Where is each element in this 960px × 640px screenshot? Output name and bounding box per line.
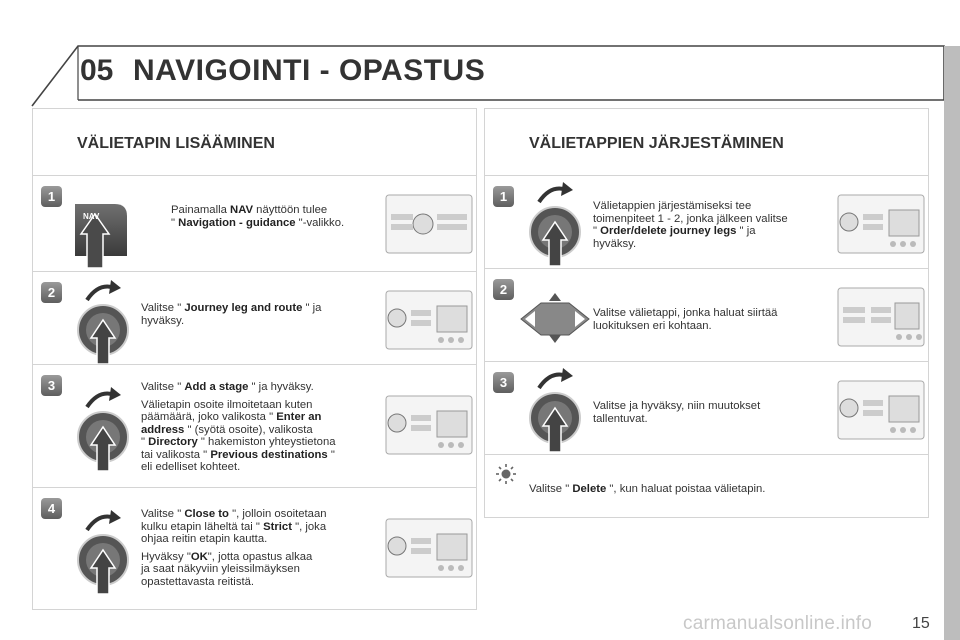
text-span: tai valikosta " [141,448,211,461]
radio-unit-icon [385,395,473,455]
text-bold: Journey leg and route [184,302,303,314]
page-header [0,0,960,108]
text-span: " hakemiston yhteystietona [197,436,336,448]
text-span: Valitse " [141,302,185,314]
text-span: opastettavasta reitistä. [141,575,255,588]
text-span: Välietappien järjestämiseksi tee [593,200,752,212]
delete-note-text [529,483,909,496]
order-2-text [593,307,833,332]
watermark: carmanualsonline.info [683,613,873,634]
step-row-2 [33,272,476,365]
text-span: Valitse " [141,508,185,520]
step-3-text [141,381,381,479]
step-4-text [141,508,381,593]
order-row-3 [485,362,928,455]
nav-button-icon [75,186,135,268]
text-bold: Close to [184,508,229,520]
radio-unit-icon [837,380,925,440]
text-span: tallentuvat. [593,412,648,425]
step-badge: 4 [41,498,62,519]
text-span: ", kun haluat poistaa välietapin. [606,483,766,495]
step-badge: 2 [493,279,514,300]
page-number: 15 [912,615,930,632]
text-span: " (syötä osoite), valikosta [184,423,313,436]
radio-unit-icon [385,290,473,350]
radio-unit-icon [385,518,473,578]
direction-pad-icon [515,289,595,343]
right-panel-header [485,109,928,176]
text-bold: address [141,423,185,436]
text-span: hyväksy. [141,314,185,327]
text-span: Hyväksy " [141,550,191,563]
text-span: Välietapin osoite ilmoitetaan kuten [141,398,313,411]
nav-label: NAV [83,212,100,221]
radio-unit-icon [837,287,925,347]
order-1-text [593,200,833,250]
text-span: ohjaa reitin etapin kautta. [141,533,268,545]
step-badge: 1 [493,186,514,207]
text-bold: Delete [572,483,607,495]
text-bold: Previous destinations [210,448,328,461]
text-bold: Add a stage [184,381,249,393]
text-span: "-valikko. [295,216,345,229]
step-badge: 1 [41,186,62,207]
rotary-knob-icon [525,180,585,266]
right-panel-title: VÄLIETAPPIEN JÄRJESTÄMINEN [529,135,784,152]
text-span: " [171,216,179,229]
text-span: ", joka [291,520,327,533]
text-span: luokituksen eri kohtaan. [593,319,712,332]
step-row-4 [33,488,476,608]
step-row-3 [33,365,476,488]
text-span: hyväksy. [593,237,637,250]
text-span: " ja hyväksy. [248,381,314,393]
rotary-knob-icon [525,366,585,452]
text-span: " [327,448,335,461]
rotary-knob-icon [73,508,133,594]
step-row-1 [33,176,476,272]
text-span: ", jolloin osoitetaan [228,508,327,520]
chapter-title: NAVIGOINTI - OPASTUS [133,54,486,87]
rotary-knob-icon [73,278,133,364]
left-panel-header [33,109,476,176]
chapter-number: 05 [80,54,114,87]
step-badge: 3 [41,375,62,396]
text-span: ja saat näkyviin yleissilmäyksen [141,563,300,575]
delete-note-row [485,455,928,516]
text-span: Valitse ja hyväksy, niin muutokset [593,400,761,412]
side-bar [944,46,960,640]
text-span: päämäärä, joko valikosta " [141,411,277,423]
step-2-text [141,302,381,327]
text-span: Painamalla [171,204,231,216]
text-span: " ja [302,302,322,314]
text-span: " [141,436,149,448]
right-panel [484,108,929,518]
text-bold: Navigation - guidance [178,216,296,229]
text-span: Valitse " [141,381,185,393]
order-row-1 [485,176,928,269]
radio-unit-icon [837,194,925,254]
text-bold: Strict [263,520,292,533]
text-span: Valitse " [529,483,573,495]
text-span: ", jotta opastus alkaa [207,550,313,563]
text-bold: Directory [148,436,198,448]
text-span: " ja [736,225,756,237]
text-bold: OK [190,550,208,563]
sun-icon [495,463,517,485]
text-span: kulku etapin läheltä tai " [141,520,264,533]
text-span: Valitse välietappi, jonka haluat siirtää [593,307,778,319]
text-bold: Order/delete journey legs [600,225,737,237]
text-bold: Enter an [276,411,322,423]
text-bold: NAV [230,204,254,216]
text-span: toimenpiteet 1 - 2, jonka jälkeen valitse [593,212,788,225]
left-panel [32,108,477,610]
order-row-2 [485,269,928,362]
text-span: eli edelliset kohteet. [141,461,241,473]
step-badge: 3 [493,372,514,393]
radio-unit-icon [385,194,473,254]
step-badge: 2 [41,282,62,303]
order-3-text [593,400,833,425]
left-panel-title: VÄLIETAPIN LISÄÄMINEN [77,135,275,152]
text-span: näyttöön tulee [253,204,328,216]
text-span: " [593,225,601,237]
step-1-text [171,204,381,229]
rotary-knob-icon [73,385,133,471]
